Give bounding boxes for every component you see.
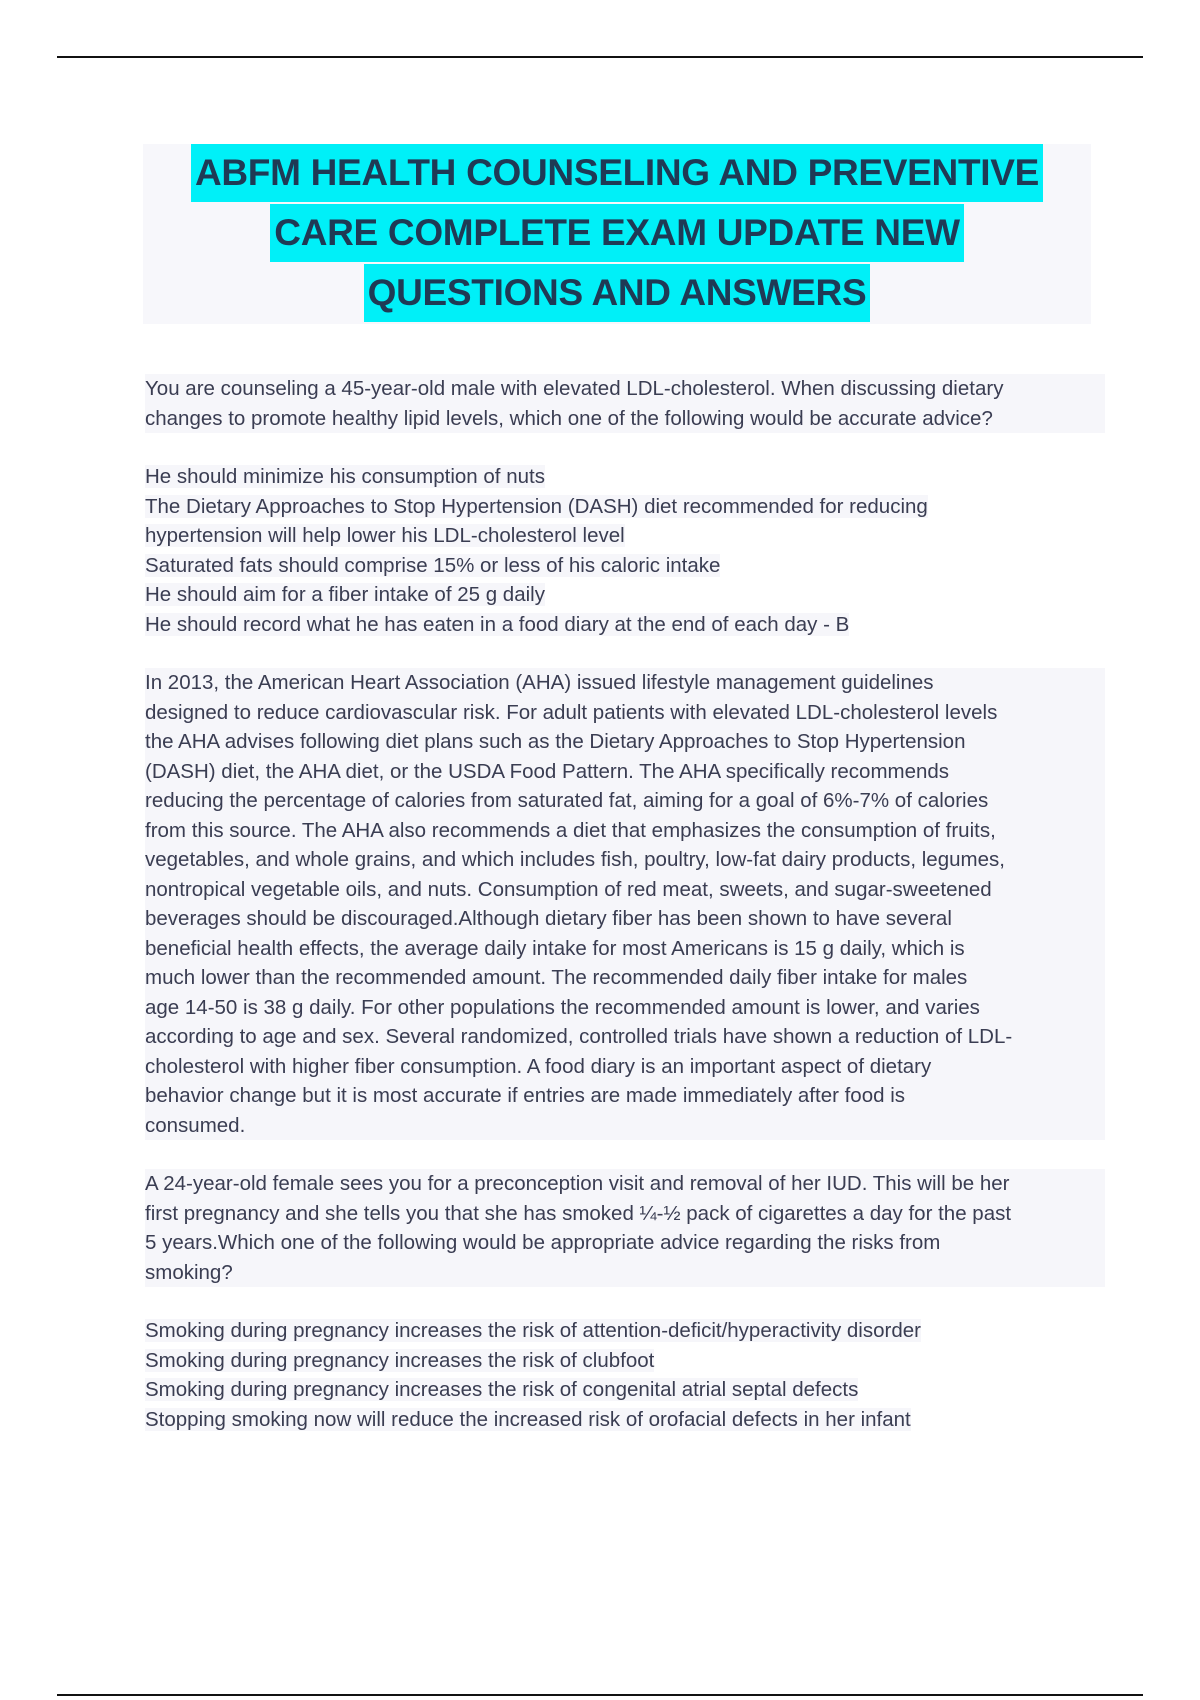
stem-line: A 24-year-old female sees you for a preconception visit and removal of her IUD. This will be her xyxy=(145,1172,1010,1195)
stem-line: smoking? xyxy=(145,1260,233,1284)
explanation-line: the AHA advises following diet plans such as the Dietary Approaches to Stop Hypertension xyxy=(145,730,966,753)
explanation-line: according to age and sex. Several randomized, controlled trials have shown a reduction of LDL- xyxy=(145,1025,1013,1048)
question-2-options xyxy=(145,1316,1105,1434)
question-1-explanation xyxy=(145,668,1105,1140)
title-line-2: CARE COMPLETE EXAM UPDATE NEW xyxy=(270,204,963,262)
stem-line: changes to promote healthy lipid levels, which one of the following would be accurate advice? xyxy=(145,406,993,430)
explanation-line: In 2013, the American Heart Association (AHA) issued lifestyle management guidelines xyxy=(145,671,934,694)
explanation-line: beverages should be discouraged.Although dietary fiber has been shown to have several xyxy=(145,907,952,930)
option-line: Smoking during pregnancy increases the risk of clubfoot xyxy=(145,1348,655,1372)
explanation-line: much lower than the recommended amount. The recommended daily fiber intake for males xyxy=(145,966,968,989)
explanation-line: consumed. xyxy=(145,1113,246,1137)
explanation-line: age 14-50 is 38 g daily. For other populations the recommended amount is lower, and varies xyxy=(145,995,980,1019)
stem-line: You are counseling a 45-year-old male with elevated LDL-cholesterol. When discussing dietary xyxy=(145,377,1004,400)
explanation-line: cholesterol with higher fiber consumption. A food diary is an important aspect of dietary xyxy=(145,1054,932,1078)
option-line: Smoking during pregnancy increases the risk of congenital atrial septal defects xyxy=(145,1378,859,1401)
explanation-line: nontropical vegetable oils, and nuts. Consumption of red meat, sweets, and sugar-sweetened xyxy=(145,877,992,901)
option-line: He should minimize his consumption of nuts xyxy=(145,465,545,488)
document-title xyxy=(143,144,1091,324)
option-line: Stopping smoking now will reduce the increased risk of orofacial defects in her infant xyxy=(145,1407,911,1431)
question-1-stem xyxy=(145,374,1105,433)
header-rule xyxy=(57,56,1143,58)
title-line-3: QUESTIONS AND ANSWERS xyxy=(364,264,871,322)
explanation-line: (DASH) diet, the AHA diet, or the USDA Food Pattern. The AHA specifically recommends xyxy=(145,759,950,783)
stem-line: 5 years.Which one of the following would be appropriate advice regarding the risks from xyxy=(145,1231,941,1254)
stem-line: first pregnancy and she tells you that she has smoked ¼-½ pack of cigarettes a day for the past xyxy=(145,1201,1012,1225)
footer-rule xyxy=(57,1694,1143,1696)
question-2-stem xyxy=(145,1169,1105,1287)
explanation-line: reducing the percentage of calories from saturated fat, aiming for a goal of 6%-7% of calories xyxy=(145,789,989,812)
option-line: Saturated fats should comprise 15% or less of his caloric intake xyxy=(145,553,721,577)
option-line: hypertension will help lower his LDL-cholesterol level xyxy=(145,524,625,547)
option-line: He should record what he has eaten in a food diary at the end of each day - B xyxy=(145,612,850,636)
question-1-options xyxy=(145,462,1105,639)
explanation-line: behavior change but it is most accurate if entries are made immediately after food is xyxy=(145,1084,906,1107)
title-line-1: ABFM HEALTH COUNSELING AND PREVENTIVE xyxy=(191,144,1043,202)
explanation-line: beneficial health effects, the average daily intake for most Americans is 15 g daily, which is xyxy=(145,936,965,960)
option-line: The Dietary Approaches to Stop Hypertension (DASH) diet recommended for reducing xyxy=(145,494,928,518)
explanation-line: designed to reduce cardiovascular risk. For adult patients with elevated LDL-cholesterol levels xyxy=(145,700,998,724)
option-line: Smoking during pregnancy increases the risk of attention-deficit/hyperactivity disorder xyxy=(145,1319,921,1342)
explanation-line: vegetables, and whole grains, and which includes fish, poultry, low-fat dairy products, legumes, xyxy=(145,848,1005,871)
option-line: He should aim for a fiber intake of 25 g daily xyxy=(145,583,545,606)
explanation-line: from this source. The AHA also recommends a diet that emphasizes the consumption of fruits, xyxy=(145,818,996,842)
document-body xyxy=(145,374,1105,1463)
